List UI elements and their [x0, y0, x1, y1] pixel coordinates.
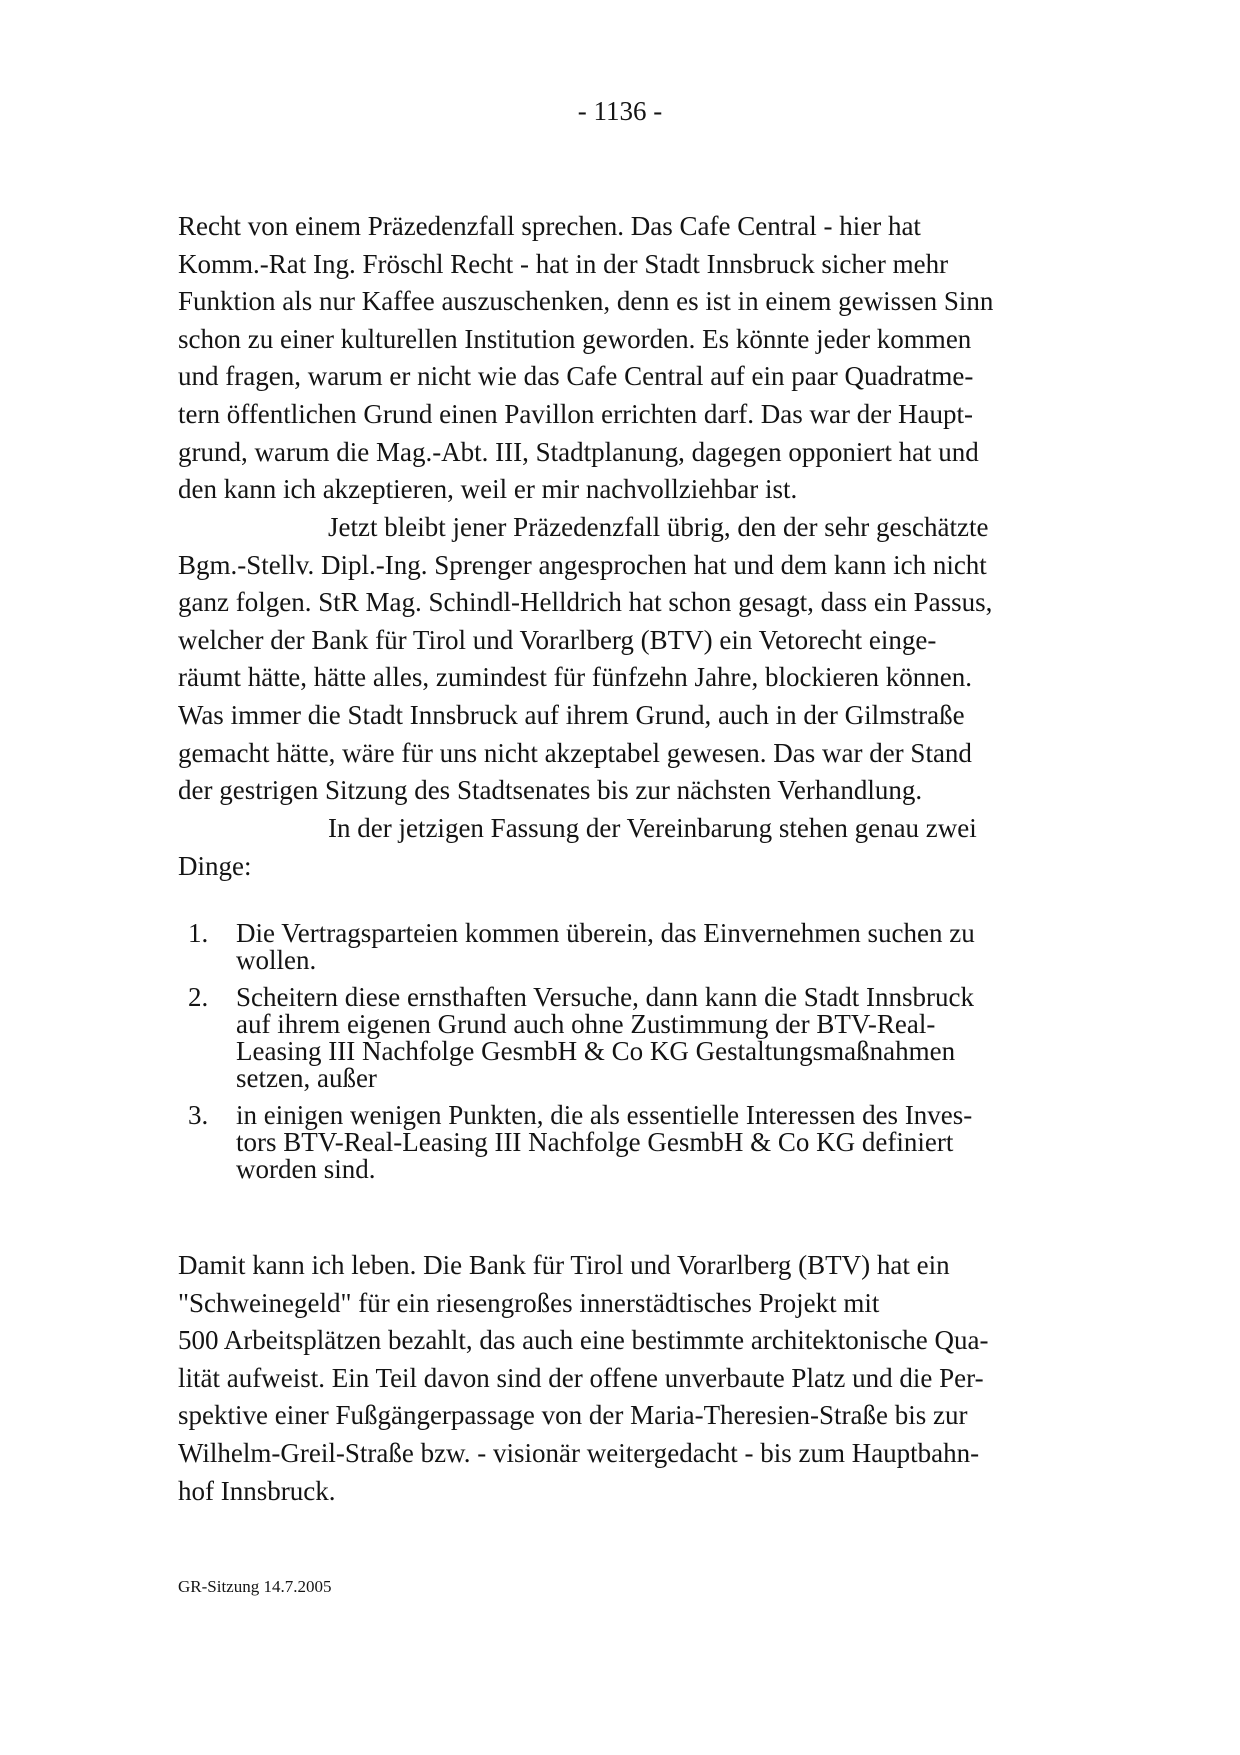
text-line: 500 Arbeitsplätzen bezahlt, das auch eine bestimmte architektonische Qua- — [178, 1325, 989, 1356]
list-line: Leasing III Nachfolge GesmbH & Co KG Gestaltungsmaßnahmen — [236, 1036, 956, 1066]
list-item — [178, 1102, 1058, 1183]
text-line: Wilhelm-Greil-Straße bzw. - visionär weitergedacht - bis zum Hauptbahn- — [178, 1437, 980, 1468]
text-line: der gestrigen Sitzung des Stadtsenates bis zur nächsten Verhandlung. — [178, 775, 923, 806]
numbered-list — [178, 920, 1058, 1193]
text-line: Dinge: — [178, 850, 252, 881]
text-line: und fragen, warum er nicht wie das Cafe Central auf ein paar Quadratme- — [178, 361, 974, 392]
text-line: Jetzt bleibt jener Präzedenzfall übrig, den der sehr geschätzte — [328, 512, 989, 542]
text-line: schon zu einer kulturellen Institution geworden. Es könnte jeder kommen — [178, 323, 972, 354]
list-item — [178, 984, 1058, 1092]
list-number: 1. — [188, 918, 209, 948]
text-line: Recht von einem Präzedenzfall sprechen. Das Cafe Central - hier hat — [178, 211, 921, 241]
paragraph-1 — [178, 208, 1058, 509]
text-line: Komm.-Rat Ing. Fröschl Recht - hat in der Stadt Innsbruck sicher mehr — [178, 248, 949, 279]
text-line: spektive einer Fußgängerpassage von der Maria-Theresien-Straße bis zur — [178, 1400, 968, 1431]
text-line: In der jetzigen Fassung der Vereinbarung stehen genau zwei — [328, 813, 977, 843]
text-line: lität aufweist. Ein Teil davon sind der offene unverbaute Platz und die Per- — [178, 1362, 984, 1393]
page-number: - 1136 - — [577, 96, 663, 126]
text-line: räumt hätte, hätte alles, zumindest für fünfzehn Jahre, blockieren können. — [178, 662, 972, 693]
list-line: auf ihrem eigenen Grund auch ohne Zustimmung der BTV-Real- — [236, 1009, 936, 1039]
text-line: hof Innsbruck. — [178, 1475, 336, 1506]
paragraph-3 — [178, 810, 1058, 885]
paragraph-2 — [178, 509, 1058, 810]
list-line: worden sind. — [236, 1154, 376, 1184]
text-line: "Schweinegeld" für ein riesengroßes innerstädtisches Projekt mit — [178, 1287, 880, 1318]
text-line: Was immer die Stadt Innsbruck auf ihrem Grund, auch in der Gilmstraße — [178, 699, 965, 730]
paragraph-4 — [178, 1247, 1058, 1510]
list-line: wollen. — [236, 945, 317, 975]
page-footer: GR-Sitzung 14.7.2005 — [178, 1577, 332, 1596]
text-line: Funktion als nur Kaffee auszuschenken, denn es ist in einem gewissen Sinn — [178, 286, 994, 317]
text-line: welcher der Bank für Tirol und Vorarlberg (BTV) ein Vetorecht einge- — [178, 624, 937, 655]
list-line: Scheitern diese ernsthaften Versuche, dann kann die Stadt Innsbruck — [236, 982, 975, 1012]
list-line: tors BTV-Real-Leasing III Nachfolge GesmbH & Co KG definiert — [236, 1127, 954, 1157]
text-line: den kann ich akzeptieren, weil er mir nachvollziehbar ist. — [178, 474, 798, 505]
text-line: grund, warum die Mag.-Abt. III, Stadtplanung, dagegen opponiert hat und — [178, 436, 979, 467]
text-line: ganz folgen. StR Mag. Schindl-Helldrich hat schon gesagt, dass ein Passus, — [178, 587, 993, 618]
text-line: Bgm.-Stellv. Dipl.-Ing. Sprenger angesprochen hat und dem kann ich nicht — [178, 549, 987, 580]
list-line: in einigen wenigen Punkten, die als essentielle Interessen des Inves- — [236, 1100, 973, 1130]
list-item — [178, 920, 1058, 974]
text-line: gemacht hätte, wäre für uns nicht akzeptabel gewesen. Das war der Stand — [178, 737, 972, 768]
text-line: Damit kann ich leben. Die Bank für Tirol und Vorarlberg (BTV) hat ein — [178, 1250, 950, 1280]
list-line: setzen, außer — [236, 1063, 377, 1093]
list-number: 3. — [188, 1100, 209, 1130]
text-line: tern öffentlichen Grund einen Pavillon errichten darf. Das war der Haupt- — [178, 398, 973, 429]
list-number: 2. — [188, 982, 209, 1012]
list-line: Die Vertragsparteien kommen überein, das Einvernehmen suchen zu — [236, 918, 975, 948]
